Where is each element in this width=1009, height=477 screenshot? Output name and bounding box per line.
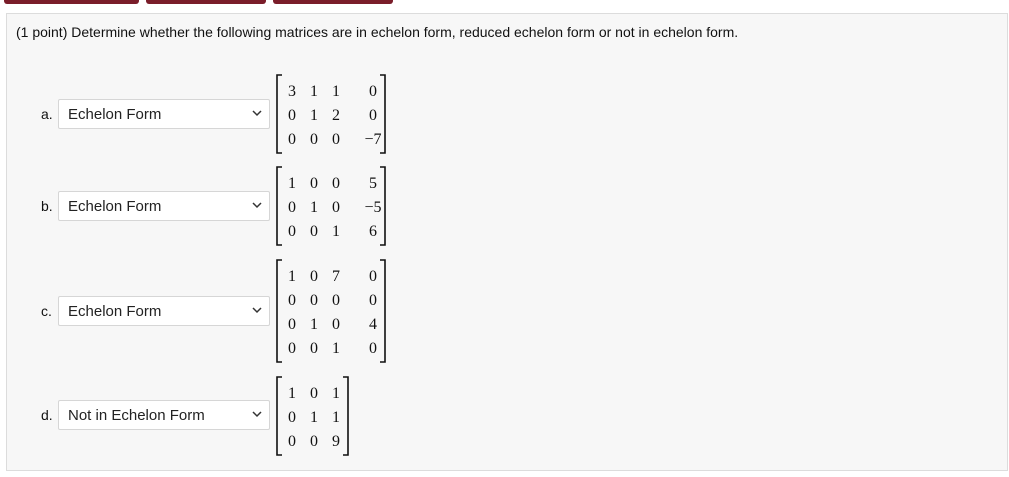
chevron-down-icon [251,105,263,121]
matrix-svg [269,259,393,363]
dropdown-value: Echelon Form [68,198,162,215]
matrix-cell: 0 [288,199,296,216]
matrix-cell: 4 [369,316,377,333]
left-bracket [277,260,282,362]
left-bracket [277,377,282,455]
matrix-cell: 0 [369,268,377,285]
answer-dropdown[interactable] [58,400,270,430]
matrix-cell: 7 [332,268,340,285]
dropdown-value: Echelon Form [68,106,162,123]
matrix-d [269,376,356,456]
matrix-cell: 0 [310,131,318,148]
matrix-cell: 0 [332,292,340,309]
matrix-cell: 0 [310,175,318,192]
matrix-cell: 1 [332,340,340,357]
matrix-cell: 0 [310,292,318,309]
matrix-cell: 0 [288,433,296,450]
matrix-cell: 1 [310,107,318,124]
matrix-svg [269,166,393,246]
item-letter: b. [41,198,53,214]
chevron-down-icon [251,406,263,422]
item-letter: a. [41,106,53,122]
matrix-cell: 0 [288,292,296,309]
left-bracket [277,167,282,245]
matrix-cell: 0 [310,223,318,240]
matrix-cell: 0 [288,107,296,124]
question-panel [6,13,1008,471]
matrix-cell: 1 [288,268,296,285]
matrix-cell: 0 [369,340,377,357]
matrix-cell: 0 [288,131,296,148]
matrix-cell: 0 [332,175,340,192]
matrix-cell: 3 [288,83,296,100]
matrix-cell: 0 [288,409,296,426]
matrix-cell: 1 [332,385,340,402]
matrix-svg [269,74,393,154]
dropdown-value: Not in Echelon Form [68,407,205,424]
answer-dropdown[interactable] [58,296,270,326]
matrix-cell: 0 [288,223,296,240]
question-text: (1 point) Determine whether the following matrices are in echelon form, reduced echelon form or not in echelon form. [16,24,739,40]
matrix-cell: 1 [310,199,318,216]
matrix-cell: 0 [310,433,318,450]
matrix-cell: 0 [310,340,318,357]
item-letter: c. [41,303,52,319]
matrix-cell: −7 [364,131,382,148]
matrix-cell: 1 [332,409,340,426]
matrix-cell: 1 [310,316,318,333]
answer-dropdown[interactable] [58,99,270,129]
matrix-cell: 0 [369,83,377,100]
matrix-cell: 5 [369,175,377,192]
matrix-c [269,259,393,363]
dropdown-value: Echelon Form [68,303,162,320]
matrix-a [269,74,393,154]
matrix-cell: 0 [332,316,340,333]
matrix-cell: 2 [332,107,340,124]
answer-dropdown[interactable] [58,191,270,221]
matrix-cell: 1 [288,385,296,402]
left-bracket [277,75,282,153]
matrix-cell: 1 [332,83,340,100]
matrix-cell: 1 [310,409,318,426]
top-tab[interactable] [146,0,266,4]
matrix-cell: 0 [288,340,296,357]
matrix-cell: 0 [369,107,377,124]
chevron-down-icon [251,302,263,318]
item-letter: d. [41,407,53,423]
matrix-cell: 0 [310,268,318,285]
top-tab[interactable] [273,0,393,4]
matrix-cell: −5 [364,199,382,216]
matrix-svg [269,376,356,456]
matrix-cell: 0 [332,199,340,216]
matrix-cell: 1 [288,175,296,192]
right-bracket [343,377,348,455]
right-bracket [380,260,385,362]
matrix-b [269,166,393,246]
top-tab[interactable] [4,0,139,4]
matrix-cell: 0 [288,316,296,333]
matrix-cell: 0 [310,385,318,402]
matrix-cell: 6 [369,223,377,240]
matrix-cell: 0 [369,292,377,309]
top-tab-bar [0,0,1009,6]
matrix-cell: 0 [332,131,340,148]
matrix-cell: 1 [310,83,318,100]
matrix-cell: 1 [332,223,340,240]
chevron-down-icon [251,197,263,213]
matrix-cell: 9 [332,433,340,450]
